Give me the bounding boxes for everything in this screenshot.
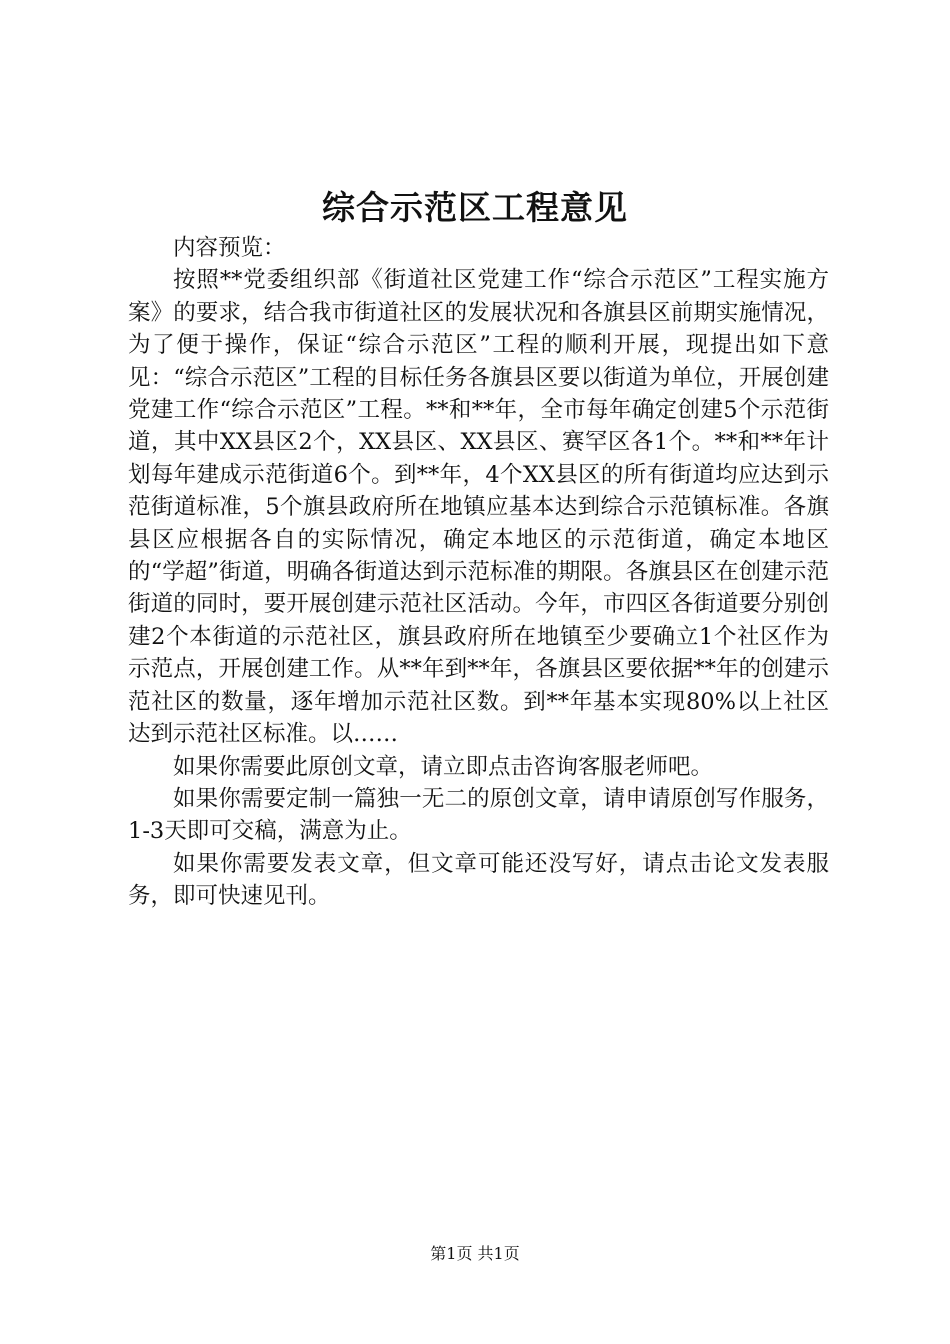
- preview-label: 内容预览：: [173, 235, 286, 261]
- paragraph-publish-link[interactable]: 如果你需要发表文章，但文章可能还没写好，请点击论文发表服务，即可快速见刊。: [128, 850, 829, 910]
- document-body: [128, 232, 829, 913]
- paragraph-main: 按照**党委组织部《街道社区党建工作“综合示范区”工程实施方案》的要求，结合我市街道社区的发展状况和各旗县区前期实施情况，为了便于操作，保证“综合示范区”工程的顺利开展，现提出如下意见：“综合示范区”工程的目标任务各旗县区要以街道为单位，开展创建党建工作“综合示范区”工程。**和**年，全市每年确定创建5个示范街道，其中XX县区2个，XX县区、XX县区、赛罕区各1个。**和**年计划每年建成示范街道6个。到**年，4个XX县区的所有街道均应达到示范街道标准，5个旗县政府所在地镇应基本达到综合示范镇标准。各旗县区应根据各自的实际情况，确定本地区的示范街道，确定本地区的“学超”街道，明确各街道达到示范标准的期限。各旗县区在创建示范街道的同时，要开展创建示范社区活动。今年，市四区各街道要分别创建2个本街道的示范社区，旗县政府所在地镇至少要确立1个社区作为示范点，开展创建工作。从**年到**年，各旗县区要依据**年的创建示范社区的数量，逐年增加示范社区数。到**年基本实现80%以上社区达到示范社区标准。以……: [128, 267, 829, 748]
- paragraph-custom-writing-link[interactable]: 如果你需要定制一篇独一无二的原创文章，请申请原创写作服务，1-3天即可交稿，满意为止。: [128, 785, 829, 845]
- page-title: 综合示范区工程意见: [322, 188, 628, 227]
- paragraph-consult-link[interactable]: 如果你需要此原创文章，请立即点击咨询客服老师吧。: [173, 753, 714, 780]
- page-footer: 第1页 共1页: [430, 1244, 520, 1263]
